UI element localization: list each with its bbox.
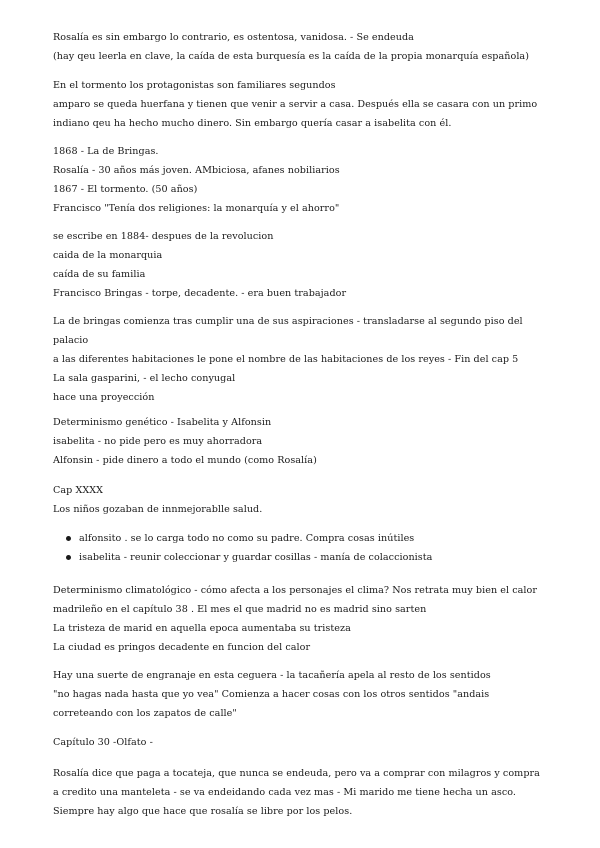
text-line: se escribe en 1884- despues de la revolucion (53, 231, 274, 242)
list-item (53, 529, 553, 548)
text-line: Rosalía dice que paga a tocateja, que nunca se endeuda, pero va a comprar con milagros y compra (53, 768, 540, 779)
list-item-text: alfonsito . se lo carga todo no como su padre. Compra cosas inútiles (79, 533, 415, 544)
text-line: palacio (53, 335, 89, 346)
text-line: Siempre hay algo que hace que rosalía se libre por los pelos. (53, 806, 353, 817)
text-line: Francisco Bringas - torpe, decadente. - era buen trabajador (53, 288, 347, 299)
paragraph-capitulo-30 (53, 733, 553, 752)
paragraph-tormento (53, 76, 553, 133)
text-line: Determinismo climatológico - cómo afecta a los personajes el clima? Nos retrata muy bien el calor (53, 585, 538, 596)
text-line: 1867 - El tormento. (50 años) (53, 184, 198, 195)
text-line: La sala gasparini, - el lecho conyugal (53, 373, 236, 384)
text-line: caida de la monarquia (53, 250, 163, 261)
paragraph-context (53, 227, 553, 303)
paragraph-tocateja (53, 764, 553, 821)
list-item-text: isabelita - reunir coleccionar y guardar cosillas - manía de colaccionista (79, 552, 433, 563)
text-line: hace una proyección (53, 392, 155, 403)
text-line: Alfonsin - pide dinero a todo el mundo (como Rosalía) (53, 455, 317, 466)
text-line: amparo se queda huerfana y tienen que venir a servir a casa. Después ella se casara con un primo (53, 99, 538, 110)
text-line: Hay una suerte de engranaje en esta ceguera - la tacañería apela al resto de los sentidos (53, 670, 491, 681)
paragraph-engranaje (53, 666, 553, 723)
bullet-icon (66, 555, 71, 560)
text-line: correteando con los zapatos de calle" (53, 708, 237, 719)
text-line: Cap XXXX (53, 485, 103, 496)
text-line: "no hagas nada hasta que yo vea" Comienza a hacer cosas con los otros sentidos "andais (53, 689, 490, 700)
text-line: isabelita - no pide pero es muy ahorradora (53, 436, 263, 447)
text-line: madrileño en el capítulo 38 . El mes el que madrid no es madrid sino sarten (53, 604, 427, 615)
text-line: Los niños gozaban de innmejorablle salud. (53, 504, 263, 515)
paragraph-palacio (53, 312, 553, 407)
text-line: La tristeza de marid en aquella epoca aumentaba su tristeza (53, 623, 351, 634)
text-line: La de bringas comienza tras cumplir una de sus aspiraciones - transladarse al segundo piso del (53, 316, 523, 327)
paragraph-rosalia-intro (53, 28, 553, 66)
list-item (53, 548, 553, 567)
text-line: Rosalía es sin embargo lo contrario, es ostentosa, vanidosa. - Se endeuda (53, 32, 414, 43)
text-line: a las diferentes habitaciones le pone el nombre de las habitaciones de los reyes - Fin del cap 5 (53, 354, 519, 365)
bullet-list (53, 529, 553, 567)
text-line: En el tormento los protagonistas son familiares segundos (53, 80, 336, 91)
text-line: 1868 - La de Bringas. (53, 146, 159, 157)
text-line: Determinismo genético - Isabelita y Alfonsin (53, 417, 272, 428)
text-line: indiano qeu ha hecho mucho dinero. Sin embargo quería casar a isabelita con él. (53, 118, 452, 129)
text-line: Capítulo 30 -Olfato - (53, 737, 153, 748)
text-line: caída de su familia (53, 269, 146, 280)
paragraph-determinismo-climatologico (53, 581, 553, 657)
paragraph-cap-xxxx (53, 481, 553, 519)
text-line: Francisco "Tenía dos religiones: la monarquía y el ahorro" (53, 203, 340, 214)
text-line: a credito una manteleta - se va endeidando cada vez mas - Mi marido me tiene hecha un asco. (53, 787, 517, 798)
text-line: La ciudad es pringos decadente en funcion del calor (53, 642, 311, 653)
text-line: (hay qeu leerla en clave, la caída de esta burquesía es la caída de la propia monarquía española) (53, 51, 529, 62)
text-line: Rosalía - 30 años más joven. AMbiciosa, afanes nobiliarios (53, 165, 340, 176)
bullet-icon (66, 536, 71, 541)
paragraph-dates (53, 142, 553, 218)
paragraph-determinismo-genetico (53, 413, 553, 470)
